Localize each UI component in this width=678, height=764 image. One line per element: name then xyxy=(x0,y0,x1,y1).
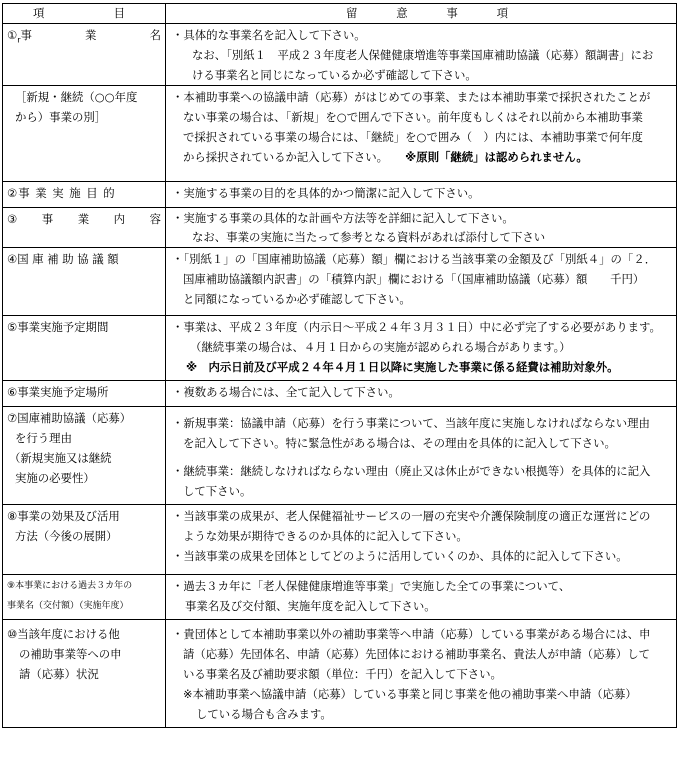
text-line: ・具体的な事業名を記入して下さい。 xyxy=(172,28,366,42)
note-cell xyxy=(166,381,677,407)
text-line: 事 xyxy=(41,212,54,226)
text-line: ・当該事業の成果を団体としてどのように活用していくのか、具体的に記入して下さい。 xyxy=(172,549,628,563)
text-line: を記入して下さい。特に緊急性がある場合は、その理由を具体的に記入して下さい。 xyxy=(183,436,616,450)
text-line: 事 xyxy=(446,6,458,20)
item-cell xyxy=(3,505,166,575)
table-row xyxy=(3,182,677,208)
text-line: 事業名及び交付額、実施年度を記入して下さい。 xyxy=(185,599,436,613)
text-line: 国庫補助協議額内訳書」の「積算内訳」欄における「（国庫補助協議（応募）額 千円） xyxy=(183,272,645,286)
item-cell xyxy=(3,24,166,86)
text-line: 請（応募）先団体名、申請（応募）先団体における補助事業名、貴法人が申請（応募）して xyxy=(183,647,651,661)
item-cell xyxy=(3,381,166,407)
text-line: 留 xyxy=(346,6,358,20)
table-row xyxy=(3,505,677,575)
note-cell xyxy=(166,620,677,728)
note-cell xyxy=(166,86,677,182)
text-line: ・複数ある場合には、全て記入して下さい。 xyxy=(172,385,400,399)
table-row xyxy=(3,248,677,316)
text-line: と同額になっているか必ず確認して下さい。 xyxy=(183,292,411,306)
text-line: ⑥事業実施予定場所 xyxy=(7,385,109,399)
text-line: を行う理由 xyxy=(15,431,72,445)
text-line: 業 xyxy=(85,28,97,42)
text-line: ③ xyxy=(7,212,18,226)
text-line: 項 xyxy=(33,6,45,20)
item-cell xyxy=(3,248,166,316)
warning-note: ※原則「継続」は認められません。 xyxy=(405,150,588,164)
text-line: から採択されているか記入して下さい。 xyxy=(183,150,383,164)
text-line: ⑦国庫補助協議（応募） xyxy=(7,411,132,425)
table-row xyxy=(3,86,677,182)
table-row xyxy=(3,575,677,620)
table-row xyxy=(3,24,677,86)
text-line: 方法（今後の展開） xyxy=(15,529,118,543)
text-line: ような効果が期待できるのか具体的に記入して下さい。 xyxy=(183,529,468,543)
text-line: 容 xyxy=(149,212,161,226)
text-line: 実施の必要性） xyxy=(15,471,95,485)
text-line: ・実施する事業の目的を具体的かつ簡潔に記入して下さい。 xyxy=(172,186,480,200)
note-cell xyxy=(166,407,677,505)
text-line: ・貴団体として本補助事業以外の補助事業等へ申請（応募）している事業がある場合には、申 xyxy=(172,627,651,641)
text-line: ・継続事業：継続しなければならない理由（廃止又は休止ができない根拠等）を具体的に記入 xyxy=(172,464,651,478)
text-line: ・事業は、平成２３年度（内示日～平成２４年３月３１日）中に必ず完了する必要があります。 xyxy=(172,320,661,334)
item-cell xyxy=(3,620,166,728)
table-row xyxy=(3,407,677,505)
text-line: 名 xyxy=(149,28,161,42)
note-cell xyxy=(166,248,677,316)
warning-note: ※ 内示日前及び平成２４年４月１日以降に実施した事業に係る経費は補助対象外。 xyxy=(186,360,619,374)
note-cell xyxy=(166,575,677,620)
note-cell xyxy=(166,505,677,575)
text-line: ④国 庫 補 助 協 議 額 xyxy=(7,252,119,266)
guidance-table xyxy=(2,3,677,728)
text-line: ない事業の場合は、「新規」を○で囲んで下さい。前年度もしくはそれ以前から本補助事業 xyxy=(183,110,643,124)
text-line: で採択されている事業の場合には、「継続」を○で囲み（ ）内には、本補助事業で何年度 xyxy=(183,130,643,144)
text-line: ※本補助事業へ協議申請（応募）している事業と同じ事業を他の補助事業へ申請（応募） xyxy=(183,687,637,701)
text-line: ②事 業 実 施 目 的 xyxy=(7,186,116,200)
text-line: から）事業の別］ xyxy=(15,110,107,124)
text-line: ⑩当該年度における他 xyxy=(7,627,120,641)
text-line: （継続事業の場合は、４月１日からの実施が認められる場合があります。） xyxy=(190,340,571,354)
text-line: 請（応募）状況 xyxy=(19,667,99,681)
text-line: している場合も含みます。 xyxy=(196,707,332,721)
text-line: ⑨本事業における過去３カ年の xyxy=(7,581,133,591)
text-line: ⑧事業の効果及び活用 xyxy=(7,509,120,523)
text-line: なお、「別紙１ 平成２３年度老人保健健康増進等事業国庫補助協議（応募）額調書」にお xyxy=(192,48,654,62)
text-line: r xyxy=(17,35,21,45)
text-line: ・実施する事業の具体的な計画や方法等を詳細に記入して下さい。 xyxy=(172,211,514,225)
text-line: なお、事業の実施に当たって参考となる資料があれば添付して下さい xyxy=(192,230,546,244)
text-line: 項 xyxy=(496,6,508,20)
text-line: ［新規・継続（○○年度 xyxy=(15,90,138,104)
note-cell xyxy=(166,208,677,248)
text-line: いる事業名及び補助要求額（単位：千円）を記入して下さい。 xyxy=(183,667,502,681)
item-cell xyxy=(3,316,166,381)
table-row xyxy=(3,620,677,728)
header-row xyxy=(3,4,677,24)
item-cell xyxy=(3,575,166,620)
text-line: 事業名（交付額）（実施年度） xyxy=(7,601,129,611)
table-row xyxy=(3,208,677,248)
item-cell xyxy=(3,86,166,182)
header-item xyxy=(3,4,166,24)
note-cell xyxy=(166,316,677,381)
text-line: 内 xyxy=(113,212,126,226)
item-cell xyxy=(3,407,166,505)
table-row xyxy=(3,381,677,407)
text-line: 事 xyxy=(20,28,32,42)
header-notes xyxy=(166,4,677,24)
text-line: して下さい。 xyxy=(183,484,252,498)
text-line: の補助事業等への申 xyxy=(19,647,122,661)
text-line: ける事業名と同じになっているか必ず確認して下さい。 xyxy=(192,68,477,82)
text-line: 業 xyxy=(77,212,90,226)
text-line: ① xyxy=(7,28,18,42)
text-line: ・当該事業の成果が、老人保健福祉サービスの一層の充実や介護保険制度の適正な運営にどの xyxy=(172,509,651,523)
item-cell xyxy=(3,182,166,208)
note-cell xyxy=(166,24,677,86)
text-line: 目 xyxy=(113,6,125,20)
item-cell xyxy=(3,208,166,248)
text-line: ・本補助事業への協議申請（応募）がはじめての事業、または本補助事業で採択されたことが xyxy=(172,90,651,104)
text-line: ・新規事業：協議申請（応募）を行う事業について、当該年度に実施しなければならない理由 xyxy=(172,416,650,430)
text-line: （新規実施又は継続 xyxy=(9,451,112,465)
text-line: 意 xyxy=(396,6,408,20)
text-line: ⑤事業実施予定期間 xyxy=(7,320,109,334)
table-row xyxy=(3,316,677,381)
text-line: ・「別紙１」の「国庫補助協議（応募）額」欄における当該事業の金額及び「別紙４」の「２． xyxy=(172,252,657,266)
note-cell xyxy=(166,182,677,208)
text-line: ・過去３カ年に「老人保健健康増進等事業」で実施した全ての事業について、 xyxy=(172,579,571,593)
